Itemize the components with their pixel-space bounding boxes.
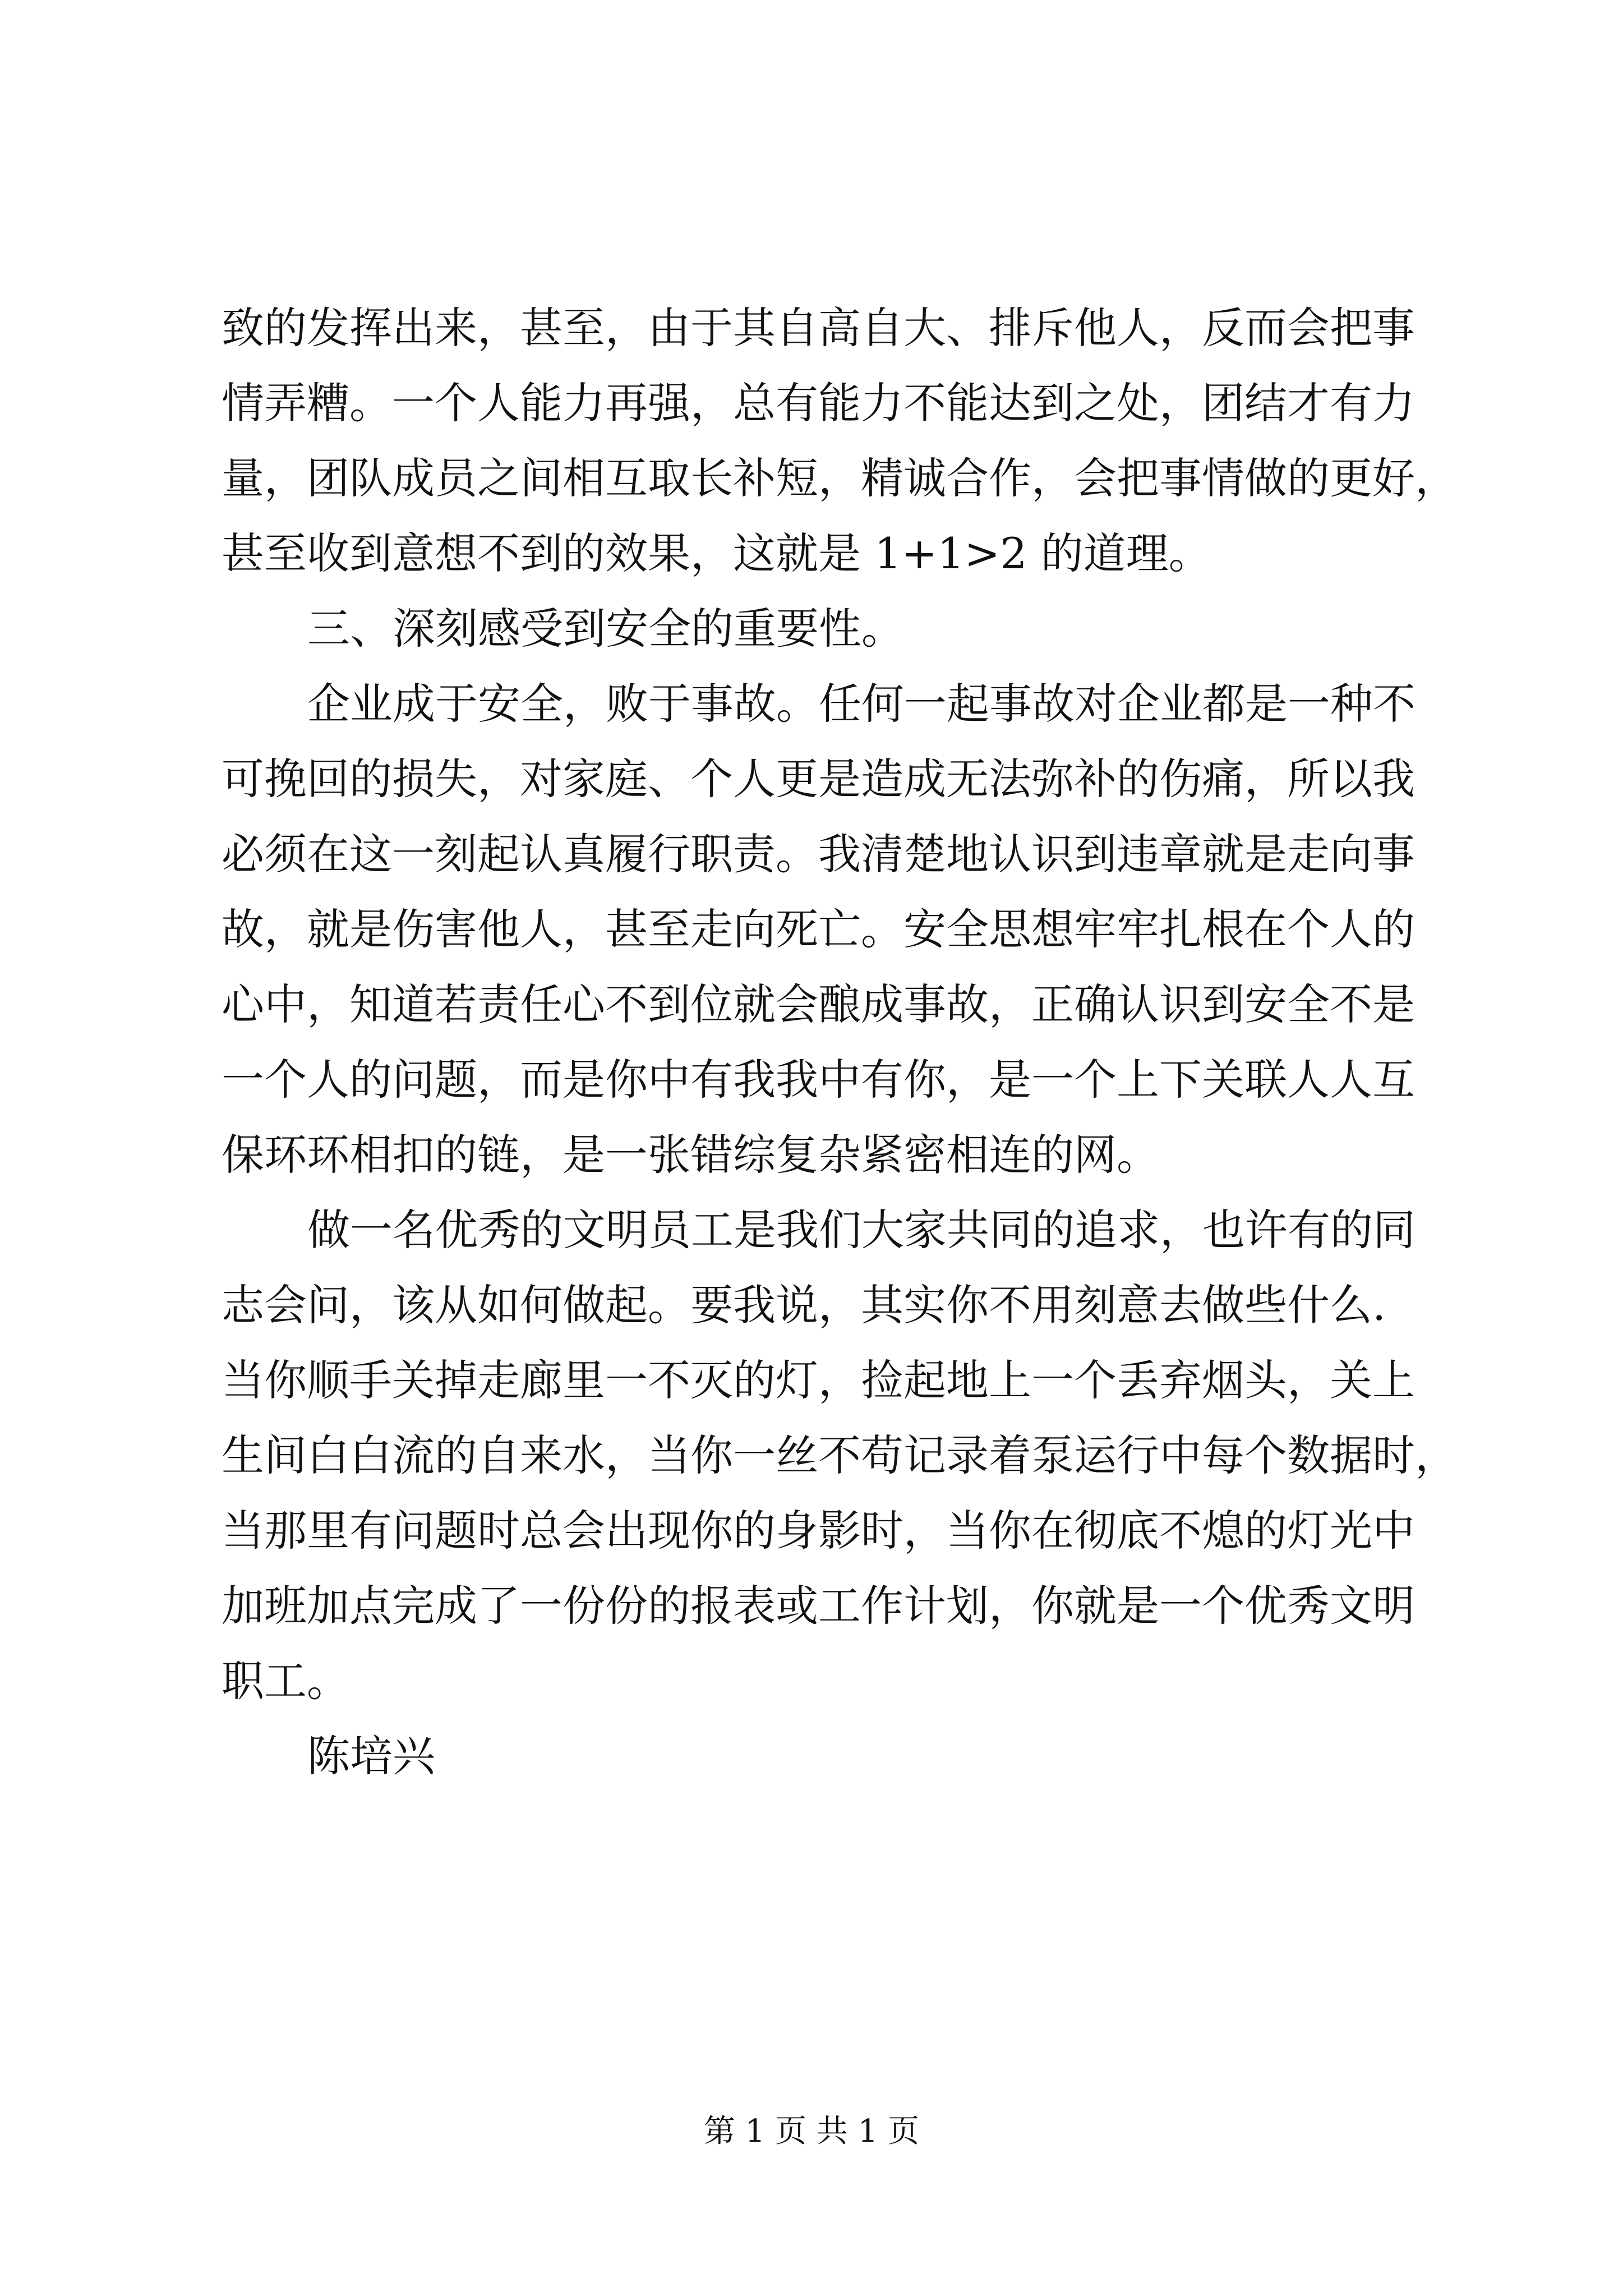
text-line: 志会问，该从如何做起。要我说，其实你不用刻意去做些什么. <box>222 1280 1386 1330</box>
text-line: 生间白白流的自来水，当你一丝不苟记录着泵运行中每个数据时， <box>222 1430 1458 1480</box>
text-line: 职工。 <box>222 1656 349 1706</box>
text-line: 企业成于安全，败于事故。任何一起事故对企业都是一种不 <box>307 679 1415 729</box>
text-line: 加班加点完成了一份份的报表或工作计划，你就是一个优秀文明 <box>222 1581 1415 1631</box>
page-footer: 第 1 页 共 1 页 <box>703 2113 920 2150</box>
text-line: 致的发挥出来，甚至，由于其自高自大、排斥他人，反而会把事 <box>222 303 1415 353</box>
section-heading: 三、深刻感受到安全的重要性。 <box>307 604 904 654</box>
text-line: 保环环相扣的链，是一张错综复杂紧密相连的网。 <box>222 1130 1159 1180</box>
text-line: 做一名优秀的文明员工是我们大家共同的追求，也许有的同 <box>307 1205 1415 1255</box>
text-line: 当那里有问题时总会出现你的身影时，当你在彻底不熄的灯光中 <box>222 1506 1415 1556</box>
text-line: 可挽回的损失，对家庭、个人更是造成无法弥补的伤痛，所以我 <box>222 754 1415 804</box>
text-line: 故，就是伤害他人，甚至走向死亡。安全思想牢牢扎根在个人的 <box>222 904 1415 954</box>
text-line: 当你顺手关掉走廊里一不灭的灯，捡起地上一个丢弃烟头，关上 <box>222 1355 1415 1405</box>
text-line: 情弄糟。一个人能力再强，总有能力不能达到之处，团结才有力 <box>222 378 1415 428</box>
text-line: 量，团队成员之间相互取长补短，精诚合作，会把事情做的更好， <box>222 453 1458 503</box>
text-line: 必须在这一刻起认真履行职责。我清楚地认识到违章就是走向事 <box>222 829 1415 879</box>
author-name: 陈培兴 <box>307 1731 435 1781</box>
text-line: 心中，知道若责任心不到位就会酿成事故，正确认识到安全不是 <box>222 979 1415 1029</box>
text-line: 一个人的问题，而是你中有我我中有你，是一个上下关联人人互 <box>222 1055 1415 1105</box>
text-line: 甚至收到意想不到的效果，这就是 1+1>2 的道理。 <box>222 528 1211 578</box>
